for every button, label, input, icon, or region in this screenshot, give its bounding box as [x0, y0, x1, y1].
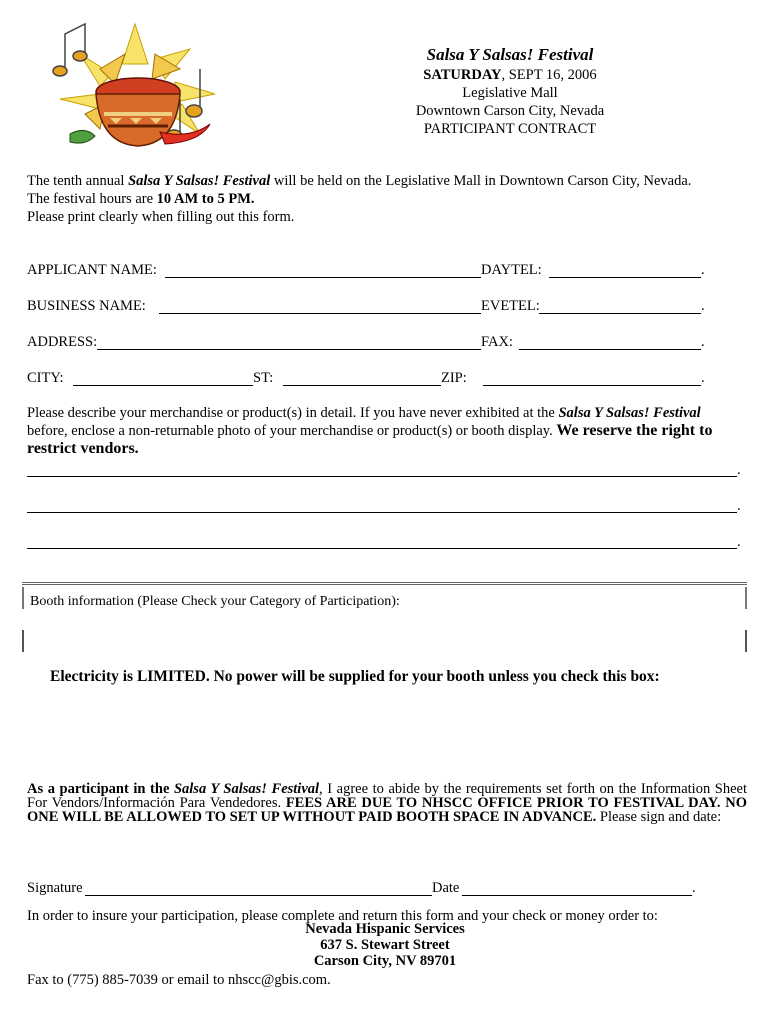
- festival-logo: [40, 14, 230, 159]
- return-address: [0, 921, 770, 969]
- daytel-period: .: [701, 262, 705, 278]
- event-city: Downtown Carson City, Nevada: [415, 103, 605, 119]
- intro-festival-name: Salsa Y Salsas! Festival: [128, 173, 271, 189]
- org-city: Carson City, NV 89701: [313, 953, 457, 969]
- festival-title: Salsa Y Salsas! Festival: [426, 45, 594, 64]
- state-label: ST:: [253, 370, 274, 386]
- city-label: CITY:: [27, 370, 64, 386]
- business-name-field[interactable]: [159, 313, 481, 314]
- signature-field[interactable]: [85, 895, 432, 896]
- evetel-field[interactable]: [539, 313, 701, 314]
- org-name: Nevada Hispanic Services: [305, 921, 465, 937]
- document-type: PARTICIPANT CONTRACT: [423, 121, 597, 137]
- applicant-name-label: APPLICANT NAME:: [27, 262, 157, 278]
- hours-prefix: The festival hours are: [27, 191, 157, 207]
- event-date-rest: , SEPT 16, 2006: [501, 67, 597, 83]
- daytel-field[interactable]: [549, 277, 701, 278]
- zip-label: ZIP:: [441, 370, 467, 386]
- agreement-text-2: , I agree to abide by the requirements set forth on the Information Sheet For Vendors/Información Para Vendedores.: [27, 781, 747, 811]
- merch-festival-name: Salsa Y Salsas! Festival: [558, 405, 701, 421]
- description-line-2[interactable]: [27, 512, 737, 513]
- date-period: .: [692, 880, 696, 896]
- evetel-period: .: [701, 298, 705, 314]
- description-line-3[interactable]: [27, 548, 737, 549]
- address-row: [27, 334, 747, 354]
- date-label: Date: [432, 880, 460, 896]
- event-day: SATURDAY: [423, 67, 502, 83]
- description-line-1-period: .: [737, 462, 741, 478]
- agreement-text-3: Please sign and date:: [596, 809, 722, 825]
- evetel-label: EVETEL:: [481, 298, 540, 314]
- festival-hours: 10 AM to 5 PM.: [156, 191, 255, 207]
- fax-email-line: Fax to (775) 885-7039 or email to nhscc@gbis.com.: [27, 972, 331, 988]
- event-venue: Legislative Mall: [462, 85, 558, 101]
- state-field[interactable]: [283, 385, 441, 386]
- agreement-festival-name: Salsa Y Salsas! Festival: [173, 781, 320, 797]
- description-line-2-period: .: [737, 498, 741, 514]
- intro-text-1: The tenth annual: [27, 173, 129, 189]
- booth-info-box: [22, 582, 747, 611]
- address-label: ADDRESS:: [27, 334, 98, 350]
- intro-paragraph: [27, 172, 747, 226]
- applicant-row: [27, 262, 747, 282]
- agreement-text-1: As a participant in the: [27, 781, 174, 797]
- address-field[interactable]: [97, 349, 481, 350]
- city-row: [27, 370, 747, 390]
- event-date: [395, 66, 625, 84]
- header-block: [395, 44, 625, 138]
- fees-notice: FEES ARE DUE TO NHSCC OFFICE PRIOR TO FESTIVAL DAY. NO ONE WILL BE ALLOWED TO SET UP WITHOUT PAID BOOTH SPACE IN ADVANCE.: [27, 795, 747, 825]
- description-line-1[interactable]: [27, 476, 737, 477]
- electricity-notice: Electricity is LIMITED. No power will be supplied for your booth unless you check this box:: [50, 668, 660, 685]
- merch-text-1: Please describe your merchandise or product(s) in detail. If you have never exhibited at the: [27, 405, 559, 421]
- daytel-label: DAYTEL:: [481, 262, 542, 278]
- booth-box-right-edge: [745, 587, 747, 609]
- fax-field[interactable]: [519, 349, 701, 350]
- reserve-right-notice: We reserve the right to restrict vendors.: [27, 422, 713, 457]
- description-line-3-period: .: [737, 534, 741, 550]
- date-field[interactable]: [462, 895, 692, 896]
- intro-text-2: will be held on the Legislative Mall in Downtown Carson City, Nevada.: [270, 173, 692, 189]
- fax-label: FAX:: [481, 334, 513, 350]
- merch-text-2: before, enclose a non-returnable photo of your merchandise or product(s) or booth display.: [27, 423, 553, 439]
- booth-info-label: Booth information (Please Check your Category of Participation):: [30, 594, 400, 609]
- org-street: 637 S. Stewart Street: [320, 937, 450, 953]
- zip-field[interactable]: [483, 385, 701, 386]
- merchandise-paragraph: [27, 404, 747, 458]
- agreement-paragraph: [27, 782, 747, 824]
- signature-label: Signature: [27, 880, 83, 896]
- return-instructions: In order to insure your participation, please complete and return this form and your check or money order to:: [27, 908, 658, 924]
- applicant-name-field[interactable]: [165, 277, 481, 278]
- print-note: Please print clearly when filling out this form.: [27, 209, 295, 225]
- city-field[interactable]: [73, 385, 253, 386]
- fax-period: .: [701, 334, 705, 350]
- booth-box-left-edge: [22, 587, 24, 609]
- booth-left-bar: [22, 630, 24, 652]
- booth-right-bar: [745, 630, 747, 652]
- signature-row: [27, 880, 747, 900]
- business-name-label: BUSINESS NAME:: [27, 298, 146, 314]
- business-row: [27, 298, 747, 318]
- zip-period: .: [701, 370, 705, 386]
